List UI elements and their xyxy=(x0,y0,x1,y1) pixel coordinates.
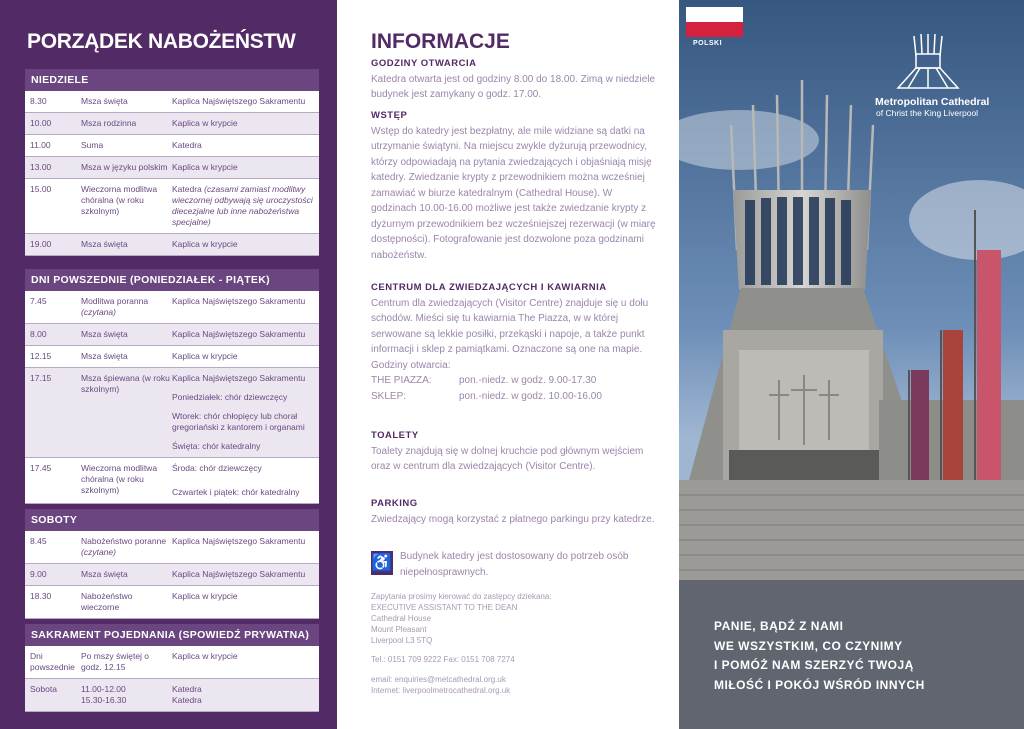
confession-rows xyxy=(25,646,319,712)
row-name: Msza śpiewana (w roku szkolnym) xyxy=(81,373,170,394)
row-name: Wieczorna modlitwa chóralna (w roku szkolnym) xyxy=(81,463,158,495)
row-name xyxy=(81,679,172,711)
parking-block xyxy=(371,496,656,527)
row-place-main: Katedra xyxy=(172,184,202,194)
section-heading: SOBOTY xyxy=(25,509,319,531)
organisation-subtitle: of Christ the King Liverpool xyxy=(876,108,979,118)
row-time: Dni powszednie xyxy=(30,651,75,672)
row-place: Kaplica w krypcie xyxy=(172,239,238,249)
piazza-label: THE PIAZZA: xyxy=(371,375,432,386)
schedule-row xyxy=(25,135,319,157)
toilets-text: Toalety znajdują się w dolnej kruchcie pod głównym wejściem oraz w centrum dla zwiedzających (Visitor Centre). xyxy=(371,445,644,472)
shop-hours-value: pon.-niedz. w godz. 10.00-16.00 xyxy=(459,390,602,402)
row-place-note: (czasami zamiast modlitwy wieczornej odbywają się uroczystości diecezjalne lub inne nabożeństwa specjalne) xyxy=(172,184,313,227)
organisation-name: Metropolitan Cathedral xyxy=(875,96,990,108)
contact-line: Liverpool L3 5TQ xyxy=(371,636,433,645)
row-place-main: Środa: chór dziewczęcy xyxy=(172,463,262,473)
row-time: 8.00 xyxy=(30,329,47,339)
row-place: Kaplica Najświętszego Sakramentu xyxy=(172,569,306,579)
row-place xyxy=(172,679,319,711)
row-name: Msza święta xyxy=(81,329,128,339)
cathedral-logo-icon xyxy=(894,34,962,94)
prayer-text xyxy=(714,617,925,695)
admission-block xyxy=(371,108,656,263)
row-place: Kaplica w krypcie xyxy=(172,162,238,172)
row-name: Msza rodzinna xyxy=(81,118,137,128)
contact-website[interactable]: Internet: liverpoolmetrocathedral.org.uk xyxy=(371,686,511,695)
row-name xyxy=(81,531,172,563)
saturday-rows xyxy=(25,531,319,619)
row-name-main: Modlitwa poranna xyxy=(81,296,149,306)
prayer-line: WE WSZYSTKIM, CO CZYNIMY xyxy=(714,638,903,653)
row-sub-note: Święta: chór katedralny xyxy=(172,441,261,451)
saturday-section xyxy=(25,509,319,619)
row-time: 17.15 xyxy=(30,373,52,383)
row-name: Msza święta xyxy=(81,239,128,249)
row-time: 7.45 xyxy=(30,296,47,306)
schedule-row xyxy=(25,113,319,135)
schedule-row xyxy=(25,646,319,679)
row-name-note: (czytana) xyxy=(81,307,116,317)
admission-heading: WSTĘP xyxy=(371,110,408,121)
opening-hours-text: Katedra otwarta jest od godziny 8.00 do 18.00. Zimą w niedziele budynek jest zamykany o godz. 17.00. xyxy=(371,73,656,100)
wheelchair-icon: ♿ xyxy=(371,551,393,575)
parking-text: Zwiedzający mogą korzystać z płatnego parkingu przy katedrze. xyxy=(371,513,655,525)
piazza-hours xyxy=(371,373,656,389)
row-name-line: 11.00-12.00 xyxy=(81,684,126,694)
section-heading: DNI POWSZEDNIE (PONIEDZIAŁEK - PIĄTEK) xyxy=(25,269,319,291)
row-time: 15.00 xyxy=(30,184,52,194)
sunday-rows xyxy=(25,91,319,256)
schedule-row xyxy=(25,179,319,234)
section-heading: NIEDZIELE xyxy=(25,69,319,91)
row-time: 9.00 xyxy=(30,569,47,579)
row-time: 12.15 xyxy=(30,351,52,361)
row-place: Kaplica Najświętszego Sakramentu xyxy=(172,536,306,546)
row-place-line: Katedra xyxy=(172,695,202,705)
row-name-note: (czytane) xyxy=(81,547,116,557)
row-name: Suma xyxy=(81,140,104,150)
section-heading: SAKRAMENT POJEDNANIA (SPOWIEDŹ PRYWATNA) xyxy=(25,624,319,646)
prayer-line: PANIE, BĄDŹ Z NAMI xyxy=(714,619,844,633)
row-place-main: Kaplica Najświętszego Sakramentu xyxy=(172,373,306,383)
contact-block xyxy=(371,591,656,696)
opening-hours-heading: GODZINY OTWARCIA xyxy=(371,58,477,69)
toilets-block xyxy=(371,428,656,475)
parking-heading: PARKING xyxy=(371,498,418,509)
row-name-line: 15.30-16.30 xyxy=(81,695,127,705)
row-place: Kaplica w krypcie xyxy=(172,118,238,128)
schedule-row xyxy=(25,679,319,712)
schedule-row xyxy=(25,157,319,179)
sunday-section xyxy=(25,69,319,256)
row-place: Kaplica Najświętszego Sakramentu xyxy=(172,96,306,106)
row-time: Sobota xyxy=(30,684,57,694)
cathedral-photo-panel xyxy=(679,0,1024,729)
service-schedule-panel xyxy=(0,0,337,729)
row-place-line: Katedra xyxy=(172,684,202,694)
shop-label: SKLEP: xyxy=(371,390,407,402)
schedule-row xyxy=(25,291,319,324)
schedule-row xyxy=(25,346,319,368)
schedule-row xyxy=(25,368,319,458)
row-sub-note: Czwartek i piątek: chór katedralny xyxy=(172,487,300,497)
confession-section xyxy=(25,624,319,712)
shop-hours xyxy=(371,389,656,405)
row-time: 17.45 xyxy=(30,463,52,473)
row-place xyxy=(172,368,319,457)
row-place: Kaplica w krypcie xyxy=(172,651,238,661)
row-name: Msza w języku polskim xyxy=(81,162,168,172)
schedule-title: PORZĄDEK NABOŻEŃSTW xyxy=(27,30,296,53)
contact-phone: Tel.: 0151 709 9222 Fax: 0151 708 7274 xyxy=(371,655,515,664)
schedule-row xyxy=(25,531,319,564)
row-name: Msza święta xyxy=(81,569,128,579)
contact-intro: Zapytania prosimy kierować do zastępcy dziekana: xyxy=(371,592,552,601)
prayer-line: I POMÓŻ NAM SZERZYĆ TWOJĄ xyxy=(714,658,914,672)
row-time: 10.00 xyxy=(30,118,52,128)
schedule-row xyxy=(25,91,319,113)
row-name xyxy=(81,291,172,323)
schedule-row xyxy=(25,586,319,619)
row-name: Nabożeństwo wieczorne xyxy=(81,591,133,612)
schedule-row xyxy=(25,324,319,346)
weekday-section xyxy=(25,269,319,504)
row-name-main: Nabożeństwo poranne xyxy=(81,536,167,546)
information-panel xyxy=(337,0,679,729)
contact-email[interactable]: email: enquiries@metcathedral.org.uk xyxy=(371,675,506,684)
row-time: 19.00 xyxy=(30,239,52,249)
information-title: INFORMACJE xyxy=(371,30,510,53)
opening-hours-block xyxy=(371,56,656,103)
row-time: 8.45 xyxy=(30,536,47,546)
row-place: Kaplica Najświętszego Sakramentu xyxy=(172,329,306,339)
weekday-rows xyxy=(25,291,319,504)
row-time: 8.30 xyxy=(30,96,47,106)
toilets-heading: TOALETY xyxy=(371,430,419,441)
polish-flag-icon[interactable] xyxy=(686,7,743,37)
row-time: 18.30 xyxy=(30,591,52,601)
row-name: Po mszy świętej o godz. 12.15 xyxy=(81,651,150,672)
row-name: Msza święta xyxy=(81,96,128,106)
accessibility-text: Budynek katedry jest dostosowany do potrzeb osób niepełnosprawnych. xyxy=(400,551,629,578)
contact-line: Mount Pleasant xyxy=(371,625,427,634)
admission-text: Wstęp do katedry jest bezpłatny, ale mile widziane są datki na utrzymanie świątyni. Na miejscu zwykle dyżurują przewodnicy, którzy odpowiadają na pytania zwiedzających i objaśniają misję katedry. Zwiedzanie krypty z przewodnikiem można wcześniej zamawiać w biurze katedralnym (Cathedral House). W godzinach 10.00-16.00 możliwe jest także zwiedzanie krypty z dyżurnym przewodnikiem bez wcześniejszej rezerwacji (w miarę dostępności). Fotografowanie jest dozwolone poza godzinami nabożeństw. xyxy=(371,125,656,261)
contact-line: EXECUTIVE ASSISTANT TO THE DEAN xyxy=(371,603,518,612)
row-name: Wieczorna modlitwa chóralna (w roku szkolnym) xyxy=(81,184,158,216)
contact-line: Cathedral House xyxy=(371,614,432,623)
row-place xyxy=(172,458,319,503)
row-place: Kaplica w krypcie xyxy=(172,351,238,361)
row-place: Kaplica w krypcie xyxy=(172,591,238,601)
visitor-centre-heading: CENTRUM DLA ZWIEDZAJĄCYCH I KAWIARNIA xyxy=(371,282,607,293)
row-name: Msza święta xyxy=(81,351,128,361)
language-label[interactable]: POLSKI xyxy=(693,40,723,47)
row-place: Kaplica Najświętszego Sakramentu xyxy=(172,296,306,306)
visitor-centre-text: Centrum dla zwiedzających (Visitor Centre) znajduje się u dołu schodów. Mieści się tu kawiarnia The Piazza, w w której serwowane są lekkie posiłki, przekąski i napoje, a także punkt informacji i sklep z pamiątkami. Oznaczone są one na mapie. Godziny otwarcia: xyxy=(371,297,649,371)
prayer-line: MIŁOŚĆ I POKÓJ WŚRÓD INNYCH xyxy=(714,677,925,692)
row-time: 11.00 xyxy=(30,140,51,150)
row-place: Katedra xyxy=(172,140,202,150)
row-time: 13.00 xyxy=(30,162,52,172)
schedule-row xyxy=(25,458,319,504)
schedule-row xyxy=(25,234,319,256)
schedule-row xyxy=(25,564,319,586)
row-sub-note: Wtorek: chór chłopięcy lub chorał gregoriański z kantorem i organami xyxy=(172,411,305,432)
row-place xyxy=(172,179,319,233)
visitor-centre-block xyxy=(371,280,656,404)
piazza-hours-value: pon.-niedz. w godz. 9.00-17.30 xyxy=(459,375,597,386)
row-sub-note: Poniedziałek: chór dziewczęcy xyxy=(172,392,288,402)
